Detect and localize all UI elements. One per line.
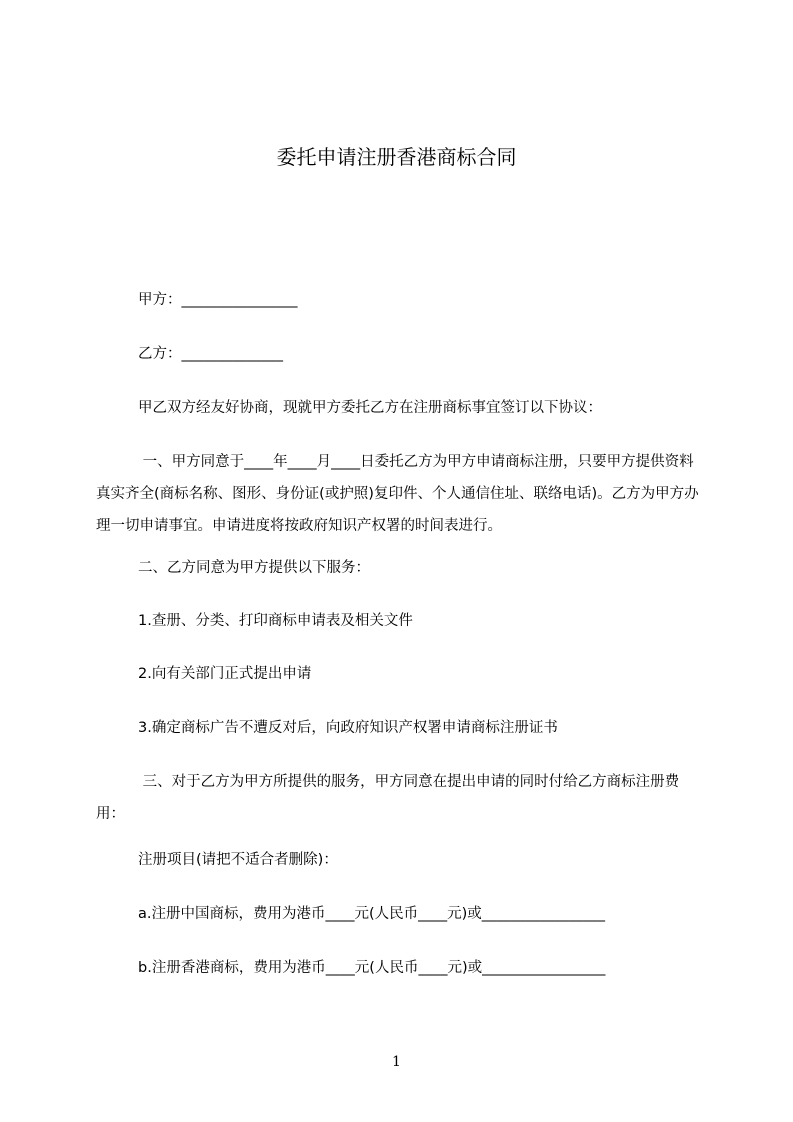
page-title: 委托申请注册香港商标合同 <box>276 145 517 169</box>
party-a-line: 甲方：________________ <box>138 292 298 308</box>
service-item-2: 2.向有关部门正式提出申请 <box>138 666 312 682</box>
registration-item-b: b.注册香港商标，费用为港币____元(人民币____元)或_________________ <box>138 960 606 976</box>
clause-3-paragraph: 三、对于乙方为甲方所提供的服务，甲方同意在提出申请的同时付给乙方商标注册费用： <box>96 774 680 822</box>
service-item-3: 3.确定商标广告不遭反对后，向政府知识产权署申请商标注册证书 <box>138 720 558 736</box>
clause-1-paragraph: 一、甲方同意于____年____月____日委托乙方为甲方申请商标注册，只要甲方提供资料真实齐全(商标名称、图形、身份证(或护照)复印件、个人通信住址、联络电话)。乙方为甲方办理一切申请事宜。申请进度将按政府知识产权署的时间表进行。 <box>96 454 699 534</box>
party-b-line: 乙方：______________ <box>138 346 283 362</box>
clause-2-paragraph: 二、乙方同意为甲方提供以下服务： <box>138 560 370 576</box>
items-heading: 注册项目(请把不适合者删除)： <box>138 852 338 868</box>
page-number: 1 <box>392 1054 401 1070</box>
service-item-1: 1.查册、分类、打印商标申请表及相关文件 <box>138 613 413 629</box>
intro-paragraph: 甲乙双方经友好协商，现就甲方委托乙方在注册商标事宜签订以下协议： <box>138 400 602 416</box>
registration-item-a: a.注册中国商标，费用为港币____元(人民币____元)或_________________ <box>138 906 606 922</box>
